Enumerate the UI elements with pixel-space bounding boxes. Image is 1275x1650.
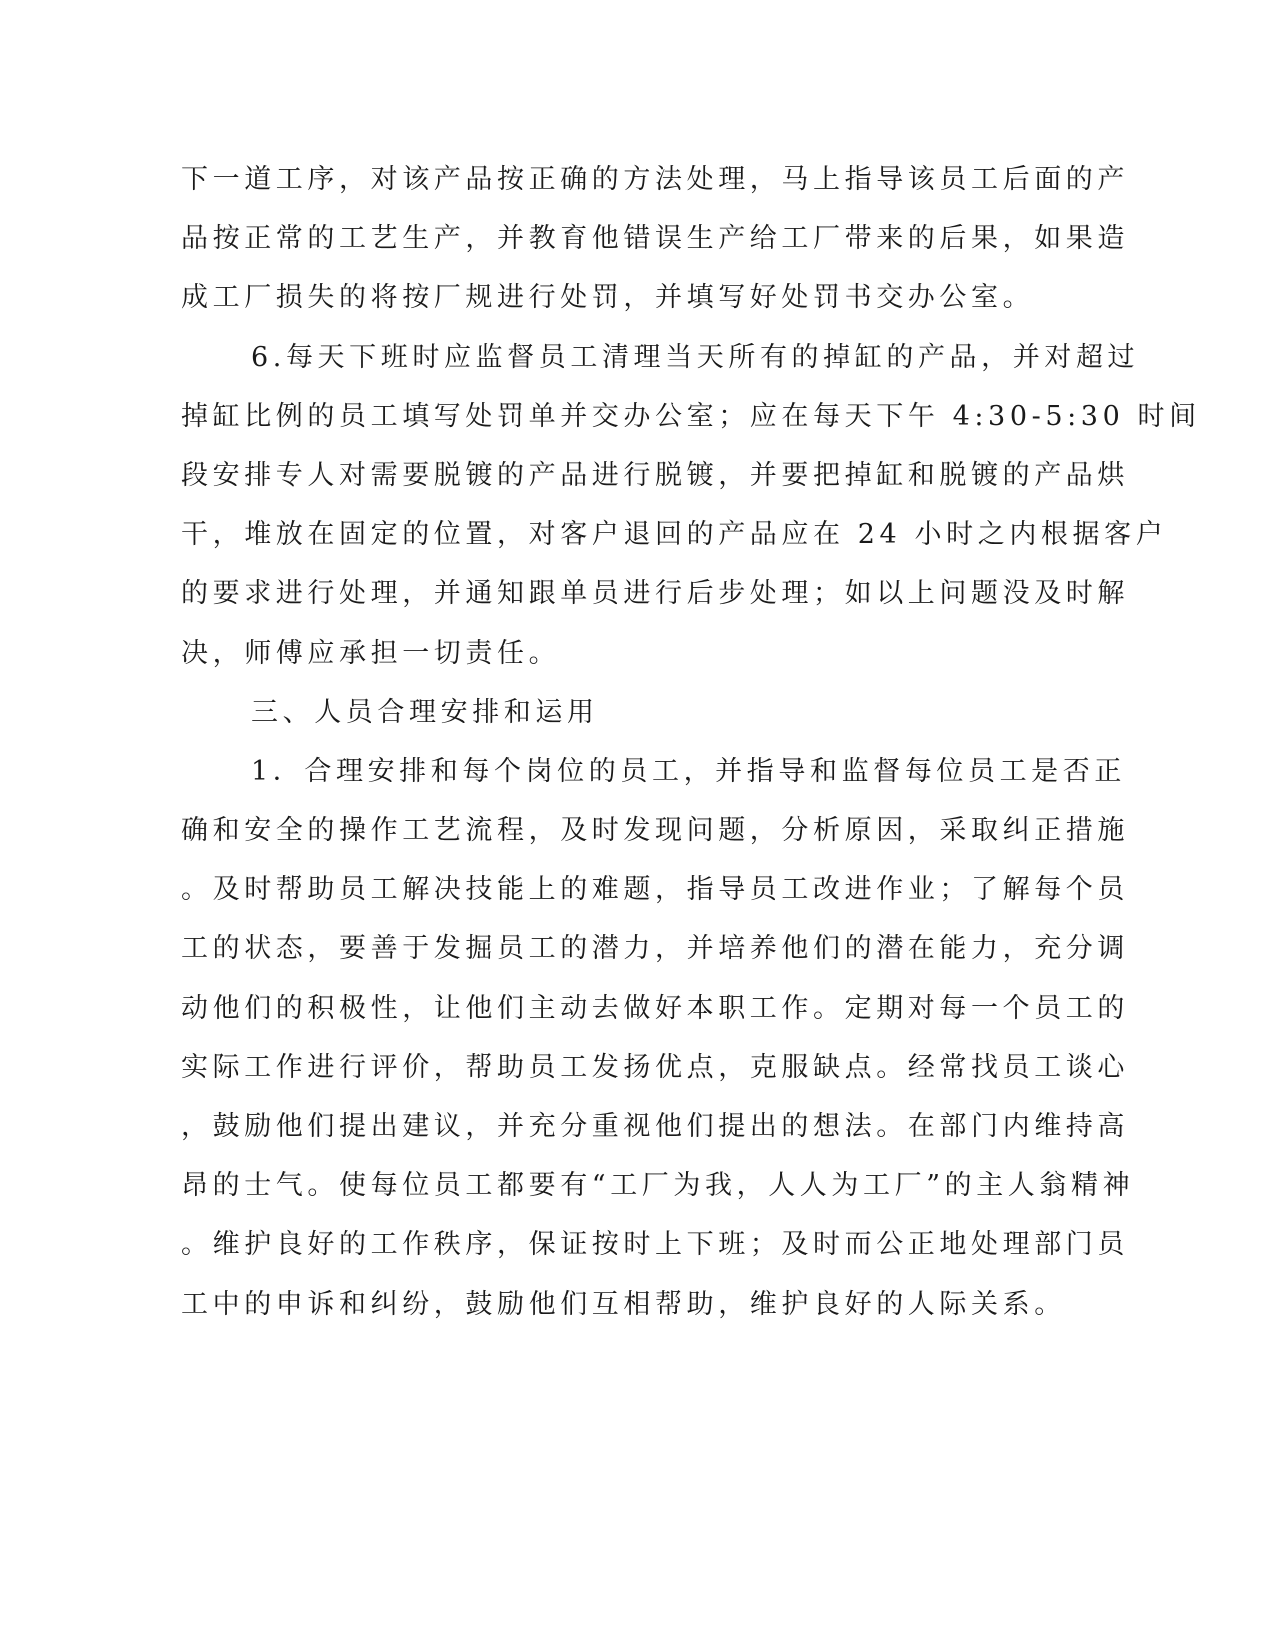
text-line: 。维护良好的工作秩序，保证按时上下班；及时而公正地处理部门员 — [181, 1229, 1129, 1261]
text-line: 工中的申诉和纠纷，鼓励他们互相帮助，维护良好的人际关系。 — [181, 1288, 1066, 1320]
section-heading: 三、人员合理安排和运用 — [251, 696, 599, 728]
text-line: 动他们的积极性，让他们主动去做好本职工作。定期对每一个员工的 — [181, 992, 1129, 1024]
body-text — [181, 150, 1201, 1334]
text-line: 决，师傅应承担一切责任。 — [181, 637, 561, 669]
text-line: 昂的士气。使每位员工都要有“工厂为我，人人为工厂”的主人翁精神 — [181, 1170, 1135, 1202]
text-line: 成工厂损失的将按厂规进行处罚，并填写好处罚书交办公室。 — [181, 282, 1035, 314]
text-line: 干，堆放在固定的位置，对客户退回的产品应在 24 小时之内根据客户 — [181, 519, 1168, 551]
text-line: 实际工作进行评价，帮助员工发扬优点，克服缺点。经常找员工谈心 — [181, 1051, 1129, 1083]
text-line: 的要求进行处理，并通知跟单员进行后步处理；如以上问题没及时解 — [181, 578, 1129, 610]
text-line: 工的状态，要善于发掘员工的潜力，并培养他们的潜在能力，充分调 — [181, 933, 1129, 965]
text-line: ，鼓励他们提出建议，并充分重视他们提出的想法。在部门内维持高 — [181, 1111, 1129, 1142]
text-line: 1．合理安排和每个岗位的员工，并指导和监督每位员工是否正 — [251, 755, 1126, 787]
text-line: 下一道工序，对该产品按正确的方法处理，马上指导该员工后面的产 — [181, 164, 1129, 195]
text-line: 。及时帮助员工解决技能上的难题，指导员工改进作业；了解每个员 — [181, 874, 1129, 906]
text-line: 品按正常的工艺生产，并教育他错误生产给工厂带来的后果，如果造 — [181, 223, 1129, 255]
text-line: 确和安全的操作工艺流程，及时发现问题，分析原因，采取纠正措施 — [181, 815, 1129, 847]
text-line: 6.每天下班时应监督员工清理当天所有的掉缸的产品，并对超过 — [251, 341, 1140, 373]
text-line: 掉缸比例的员工填写处罚单并交办公室；应在每天下午 4:30-5:30 时间 — [181, 400, 1201, 432]
text-line: 段安排专人对需要脱镀的产品进行脱镀，并要把掉缸和脱镀的产品烘 — [181, 459, 1129, 491]
